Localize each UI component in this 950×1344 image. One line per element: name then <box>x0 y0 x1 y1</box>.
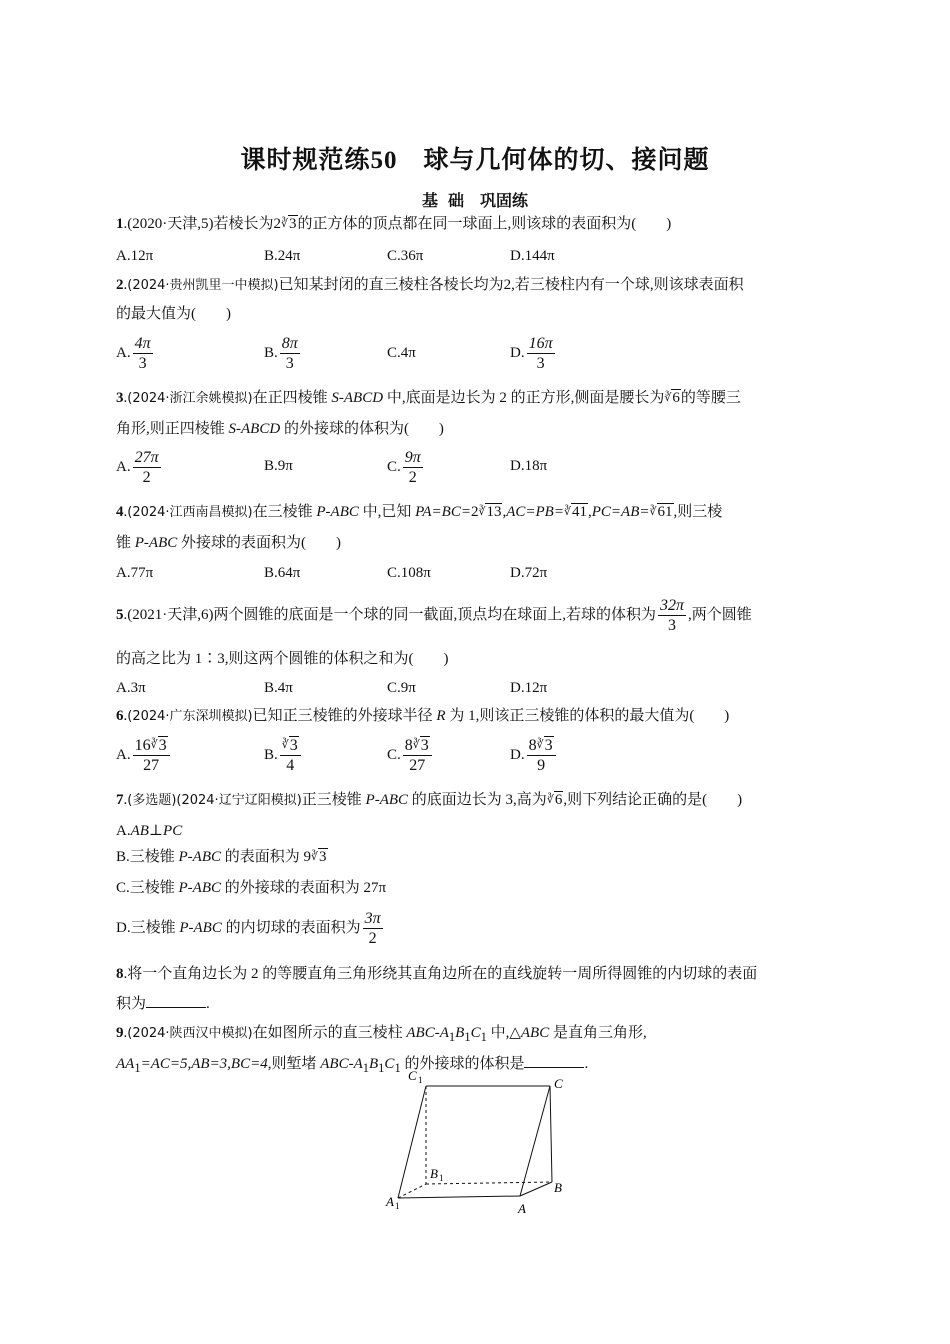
question-8-line-2: 积为 . <box>116 993 210 1014</box>
q7-option-a: A.AB⊥PC <box>116 823 183 839</box>
label-a: A <box>518 1201 526 1216</box>
label-a1: A <box>386 1194 394 1209</box>
q6-option-b: B. $\frac{^∛3}{4}$ <box>264 736 303 775</box>
answer-blank[interactable] <box>146 993 206 1008</box>
label-b: B <box>554 1180 562 1195</box>
q2-option-a: A. $\frac{4\pi}{3}$ <box>116 335 151 372</box>
q4-option-d: D.72π <box>510 565 548 581</box>
q4-option-a: A.77π <box>116 565 154 581</box>
q7-option-d: D.三棱锥 P-ABC 的内切球的表面积为 $\frac{3\pi}{2}$ <box>116 910 381 948</box>
question-2-line-2: 的最大值为( ) <box>116 306 231 322</box>
label-c1: C <box>408 1070 417 1083</box>
question-5-line-2: 的高之比为 1∶3,则这两个圆锥的体积之和为( ) <box>116 651 449 667</box>
q5-option-a: A.3π <box>116 680 146 696</box>
section-heading: 基 础 巩固练 <box>421 193 528 210</box>
q7-option-c: C.三棱锥 P-ABC 的外接球的表面积为 27π <box>116 880 387 896</box>
question-9-line-2: $AA_1=AC=5,AB=3,BC=4$,则堑堵 ABC-$A_1B_1C_1$ 的外接球的体积是 . <box>116 1053 588 1078</box>
q4-option-c: C.108π <box>387 565 431 581</box>
question-4-line-2: 锥 P-ABC 外接球的表面积为( ) <box>116 535 342 551</box>
q5-option-d: D.12π <box>510 680 548 696</box>
q3-option-b: B.9π <box>264 458 293 474</box>
q6-option-d: D. $\frac{8^∛3}{9}$ <box>510 736 558 775</box>
q1-option-b: B.24π <box>264 248 301 264</box>
question-8: 8.将一个直角边长为 2 的等腰直角三角形绕其直角边所在的直线旋转一周所得圆锥的内切球的表面 <box>116 966 758 982</box>
question-1: 1.(2020·天津,5)若棱长为2∛3的正方体的顶点都在同一球面上,则该球的表面积为( ) <box>116 216 672 232</box>
q3-option-c: C. $\frac{9\pi}{2}$ <box>387 449 421 486</box>
page-title: 课时规范练50 球与几何体的切、接问题 <box>240 147 710 174</box>
question-4: 4.(2024·江西南昌模拟)在三棱锥 P-ABC 中,已知 PA=BC=2∛13,AC=PB=∛41,PC=AB=∛61,则三棱 <box>116 504 723 520</box>
question-7: 7.(多选题)(2024·辽宁辽阳模拟)正三棱锥 P-ABC 的底面边长为 3,高为∛6,则下列结论正确的是( ) <box>116 792 743 808</box>
question-6: 6.(2024·广东深圳模拟)已知正三棱锥的外接球半径 R 为 1,则该正三棱锥的体积的最大值为( ) <box>116 708 730 724</box>
question-5: 5.(2021·天津,6)两个圆锥的底面是一个球的同一截面,顶点均在球面上,若球的体积为 $\frac{32\pi}{3}$ ,两个圆锥 <box>116 597 752 635</box>
question-9: 9.(2024·陕西汉中模拟)在如图所示的直三棱柱 ABC-$A_1B_1C_1$ 中,△ABC 是直角三角形, <box>116 1025 647 1044</box>
question-3: 3.(2024·浙江余姚模拟)在正四棱锥 S-ABCD 中,底面是边长为 2 的正方形,侧面是腰长为∛6的等腰三 <box>116 390 741 406</box>
q5-option-c: C.9π <box>387 680 416 696</box>
q2-option-b: B. $\frac{8\pi}{3}$ <box>264 335 298 372</box>
q7-option-b: B.三棱锥 P-ABC 的表面积为 9∛3 <box>116 849 327 865</box>
q6-option-c: C. $\frac{8^∛3}{27}$ <box>387 736 434 775</box>
label-b1: B <box>430 1166 438 1181</box>
question-3-line-2: 角形,则正四棱锥 S-ABCD 的外接球的体积为( ) <box>116 421 444 437</box>
label-c1-sub: 1 <box>418 1075 423 1085</box>
q1-option-a: A.12π <box>116 248 154 264</box>
q2-option-c: C.4π <box>387 345 416 361</box>
label-b1-sub: 1 <box>439 1173 444 1183</box>
q3-option-d: D.18π <box>510 458 548 474</box>
q3-option-a: A. $\frac{27\pi}{2}$ <box>116 449 159 486</box>
label-a1-sub: 1 <box>395 1201 400 1211</box>
q1-option-d: D.144π <box>510 248 555 264</box>
q4-option-b: B.64π <box>264 565 301 581</box>
q5-option-b: B.4π <box>264 680 293 696</box>
label-c: C <box>554 1076 563 1091</box>
q2-option-d: D. $\frac{16\pi}{3}$ <box>510 335 553 372</box>
prism-figure <box>380 1070 580 1220</box>
q1-option-c: C.36π <box>387 248 424 264</box>
question-2: 2.(2024·贵州凯里一中模拟)已知某封闭的直三棱柱各棱长均为2,若三棱柱内有一个球,则该球表面积 <box>116 277 744 293</box>
answer-blank[interactable] <box>524 1053 584 1068</box>
q6-option-a: A. $\frac{16^∛3}{27}$ <box>116 736 172 775</box>
